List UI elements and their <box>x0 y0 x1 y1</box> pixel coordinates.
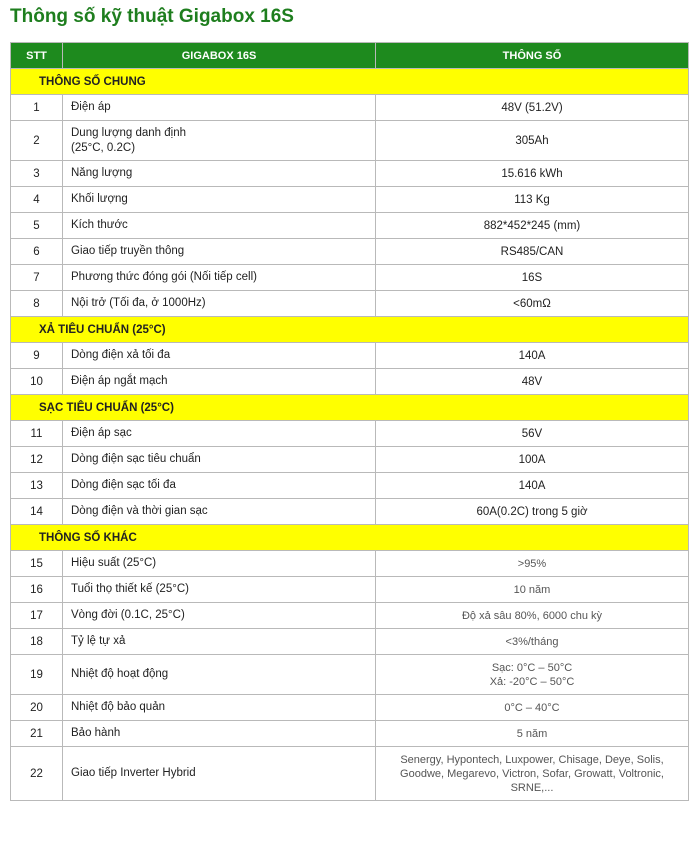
row-stt: 14 <box>11 499 63 525</box>
row-stt: 13 <box>11 473 63 499</box>
row-stt: 12 <box>11 447 63 473</box>
table-row <box>11 551 689 577</box>
row-value-line: RS485/CAN <box>500 245 564 258</box>
table-body <box>11 69 689 801</box>
row-value-line: SRNE,... <box>510 781 554 794</box>
row-stt: 18 <box>11 629 63 655</box>
row-stt: 9 <box>11 343 63 369</box>
row-stt: 8 <box>11 291 63 317</box>
row-name <box>63 577 376 603</box>
table-row <box>11 695 689 721</box>
table-row <box>11 629 689 655</box>
table-row <box>11 95 689 121</box>
table-header-row <box>11 43 689 69</box>
row-value-line: <3%/tháng <box>505 635 559 648</box>
row-name <box>63 499 376 525</box>
row-value <box>376 721 689 747</box>
row-name-line: Hiệu suất (25°C) <box>71 557 157 569</box>
row-name <box>63 265 376 291</box>
row-value-line: 5 năm <box>516 727 548 740</box>
row-value <box>376 629 689 655</box>
row-value <box>376 421 689 447</box>
row-name-line: Điện áp sạc <box>71 427 132 439</box>
row-value <box>376 239 689 265</box>
row-value <box>376 499 689 525</box>
row-value-line: <60mΩ <box>513 297 551 310</box>
row-name-line: Dòng điện sạc tiêu chuẩn <box>71 453 201 465</box>
row-value-line: 16S <box>521 271 543 284</box>
page-title: Thông số kỹ thuật Gigabox 16S <box>10 6 294 27</box>
row-stt: 6 <box>11 239 63 265</box>
row-value <box>376 577 689 603</box>
row-value-line: Sạc: 0°C – 50°C <box>491 661 573 674</box>
row-value <box>376 551 689 577</box>
row-stt: 20 <box>11 695 63 721</box>
row-value-line: 882*452*245 (mm) <box>483 219 581 232</box>
row-name-line: Dòng điện và thời gian sạc <box>71 505 208 517</box>
row-name <box>63 603 376 629</box>
row-name-line: Giao tiếp truyền thông <box>71 245 185 257</box>
row-value-line: >95% <box>517 557 547 570</box>
section-row <box>11 69 689 95</box>
row-value <box>376 655 689 695</box>
row-name <box>63 421 376 447</box>
row-name <box>63 695 376 721</box>
row-stt: 4 <box>11 187 63 213</box>
row-stt: 2 <box>11 121 63 161</box>
table-row <box>11 369 689 395</box>
row-name <box>63 629 376 655</box>
row-stt: 15 <box>11 551 63 577</box>
table-row <box>11 603 689 629</box>
row-value-line: Senergy, Hypontech, Luxpower, Chisage, Deye, Solis, <box>400 753 664 766</box>
row-name-line: Tỷ lệ tự xả <box>71 635 126 647</box>
row-value <box>376 187 689 213</box>
header-stt: STT <box>11 43 63 69</box>
table-row <box>11 213 689 239</box>
row-name <box>63 655 376 695</box>
row-value-line: 113 Kg <box>514 193 550 206</box>
row-stt: 5 <box>11 213 63 239</box>
row-name-line: Tuổi thọ thiết kế (25°C) <box>71 583 189 595</box>
row-stt: 22 <box>11 747 63 801</box>
row-value <box>376 369 689 395</box>
row-name-line: Nhiệt độ hoạt động <box>71 668 169 680</box>
row-name-line: Điện áp <box>71 101 111 113</box>
table-row <box>11 447 689 473</box>
row-name <box>63 721 376 747</box>
row-name <box>63 213 376 239</box>
table-row <box>11 421 689 447</box>
row-name-line: Giao tiếp Inverter Hybrid <box>71 767 196 779</box>
row-name <box>63 473 376 499</box>
row-value <box>376 291 689 317</box>
row-stt: 10 <box>11 369 63 395</box>
row-value <box>376 213 689 239</box>
row-name <box>63 161 376 187</box>
row-value-line: 15.616 kWh <box>501 167 563 180</box>
row-stt: 21 <box>11 721 63 747</box>
row-value-line: Độ xả sâu 80%, 6000 chu kỳ <box>461 609 603 622</box>
header-value: THÔNG SỐ <box>376 43 689 69</box>
row-stt: 7 <box>11 265 63 291</box>
row-value-line: Xả: -20°C – 50°C <box>489 675 575 688</box>
row-name-line: (25°C, 0.2C) <box>71 141 136 154</box>
table-row <box>11 121 689 161</box>
row-value-line: Goodwe, Megarevo, Victron, Sofar, Growatt, Voltronic, <box>400 767 664 780</box>
row-value <box>376 343 689 369</box>
table-row <box>11 161 689 187</box>
row-value <box>376 603 689 629</box>
row-value <box>376 447 689 473</box>
row-name <box>63 343 376 369</box>
row-value <box>376 161 689 187</box>
section-title: THÔNG SỐ CHUNG <box>11 69 689 95</box>
row-value <box>376 265 689 291</box>
row-name-line: Dòng điện sạc tối đa <box>71 479 176 491</box>
row-value-line: 140A <box>518 349 546 362</box>
row-value <box>376 747 689 801</box>
row-value <box>376 121 689 161</box>
header-name: GIGABOX 16S <box>63 43 376 69</box>
table-row <box>11 577 689 603</box>
row-value-line: 0°C – 40°C <box>504 701 560 714</box>
row-name-line: Phương thức đóng gói (Nối tiếp cell) <box>71 271 257 283</box>
section-row <box>11 317 689 343</box>
spec-table <box>10 42 689 801</box>
row-stt: 19 <box>11 655 63 695</box>
row-name <box>63 95 376 121</box>
row-stt: 11 <box>11 421 63 447</box>
row-name-line: Dung lượng danh định <box>71 126 186 139</box>
row-value <box>376 473 689 499</box>
row-name-line: Khối lượng <box>71 193 128 205</box>
row-stt: 16 <box>11 577 63 603</box>
row-name-line: Điện áp ngắt mạch <box>71 375 168 387</box>
row-value-line: 48V (51.2V) <box>501 101 563 114</box>
table-row <box>11 499 689 525</box>
table-row <box>11 721 689 747</box>
row-name-line: Kích thước <box>71 219 128 231</box>
row-stt: 1 <box>11 95 63 121</box>
table-row <box>11 655 689 695</box>
row-stt: 17 <box>11 603 63 629</box>
table-row <box>11 265 689 291</box>
table-row <box>11 343 689 369</box>
row-value-line: 100A <box>518 453 546 466</box>
row-name <box>63 747 376 801</box>
row-value-line: 10 năm <box>513 583 551 596</box>
row-value-line: 60A(0.2C) trong 5 giờ <box>476 505 588 518</box>
section-title: SẠC TIÊU CHUẨN (25°C) <box>11 395 689 421</box>
table-row <box>11 187 689 213</box>
table-row <box>11 291 689 317</box>
row-name <box>63 239 376 265</box>
row-name <box>63 447 376 473</box>
row-value-line: 56V <box>521 427 543 440</box>
row-value-line: 140A <box>518 479 546 492</box>
row-value <box>376 95 689 121</box>
row-name-line: Vòng đời (0.1C, 25°C) <box>71 609 185 621</box>
row-value-line: 305Ah <box>515 134 549 147</box>
row-name <box>63 551 376 577</box>
section-row <box>11 525 689 551</box>
row-name <box>63 187 376 213</box>
table-row <box>11 747 689 801</box>
section-row <box>11 395 689 421</box>
row-name-line: Nhiệt độ bảo quản <box>71 701 165 713</box>
row-name-line: Năng lượng <box>71 167 133 179</box>
row-value <box>376 695 689 721</box>
table-row <box>11 473 689 499</box>
row-name <box>63 121 376 161</box>
row-value-line: 48V <box>521 375 543 388</box>
section-title: XẢ TIÊU CHUẨN (25°C) <box>11 317 689 343</box>
row-name-line: Dòng điện xả tối đa <box>71 349 171 361</box>
section-title: THÔNG SỐ KHÁC <box>11 525 689 551</box>
table-row <box>11 239 689 265</box>
row-name <box>63 369 376 395</box>
row-name <box>63 291 376 317</box>
row-stt: 3 <box>11 161 63 187</box>
row-name-line: Bảo hành <box>71 727 121 739</box>
row-name-line: Nội trở (Tối đa, ở 1000Hz) <box>71 297 206 309</box>
